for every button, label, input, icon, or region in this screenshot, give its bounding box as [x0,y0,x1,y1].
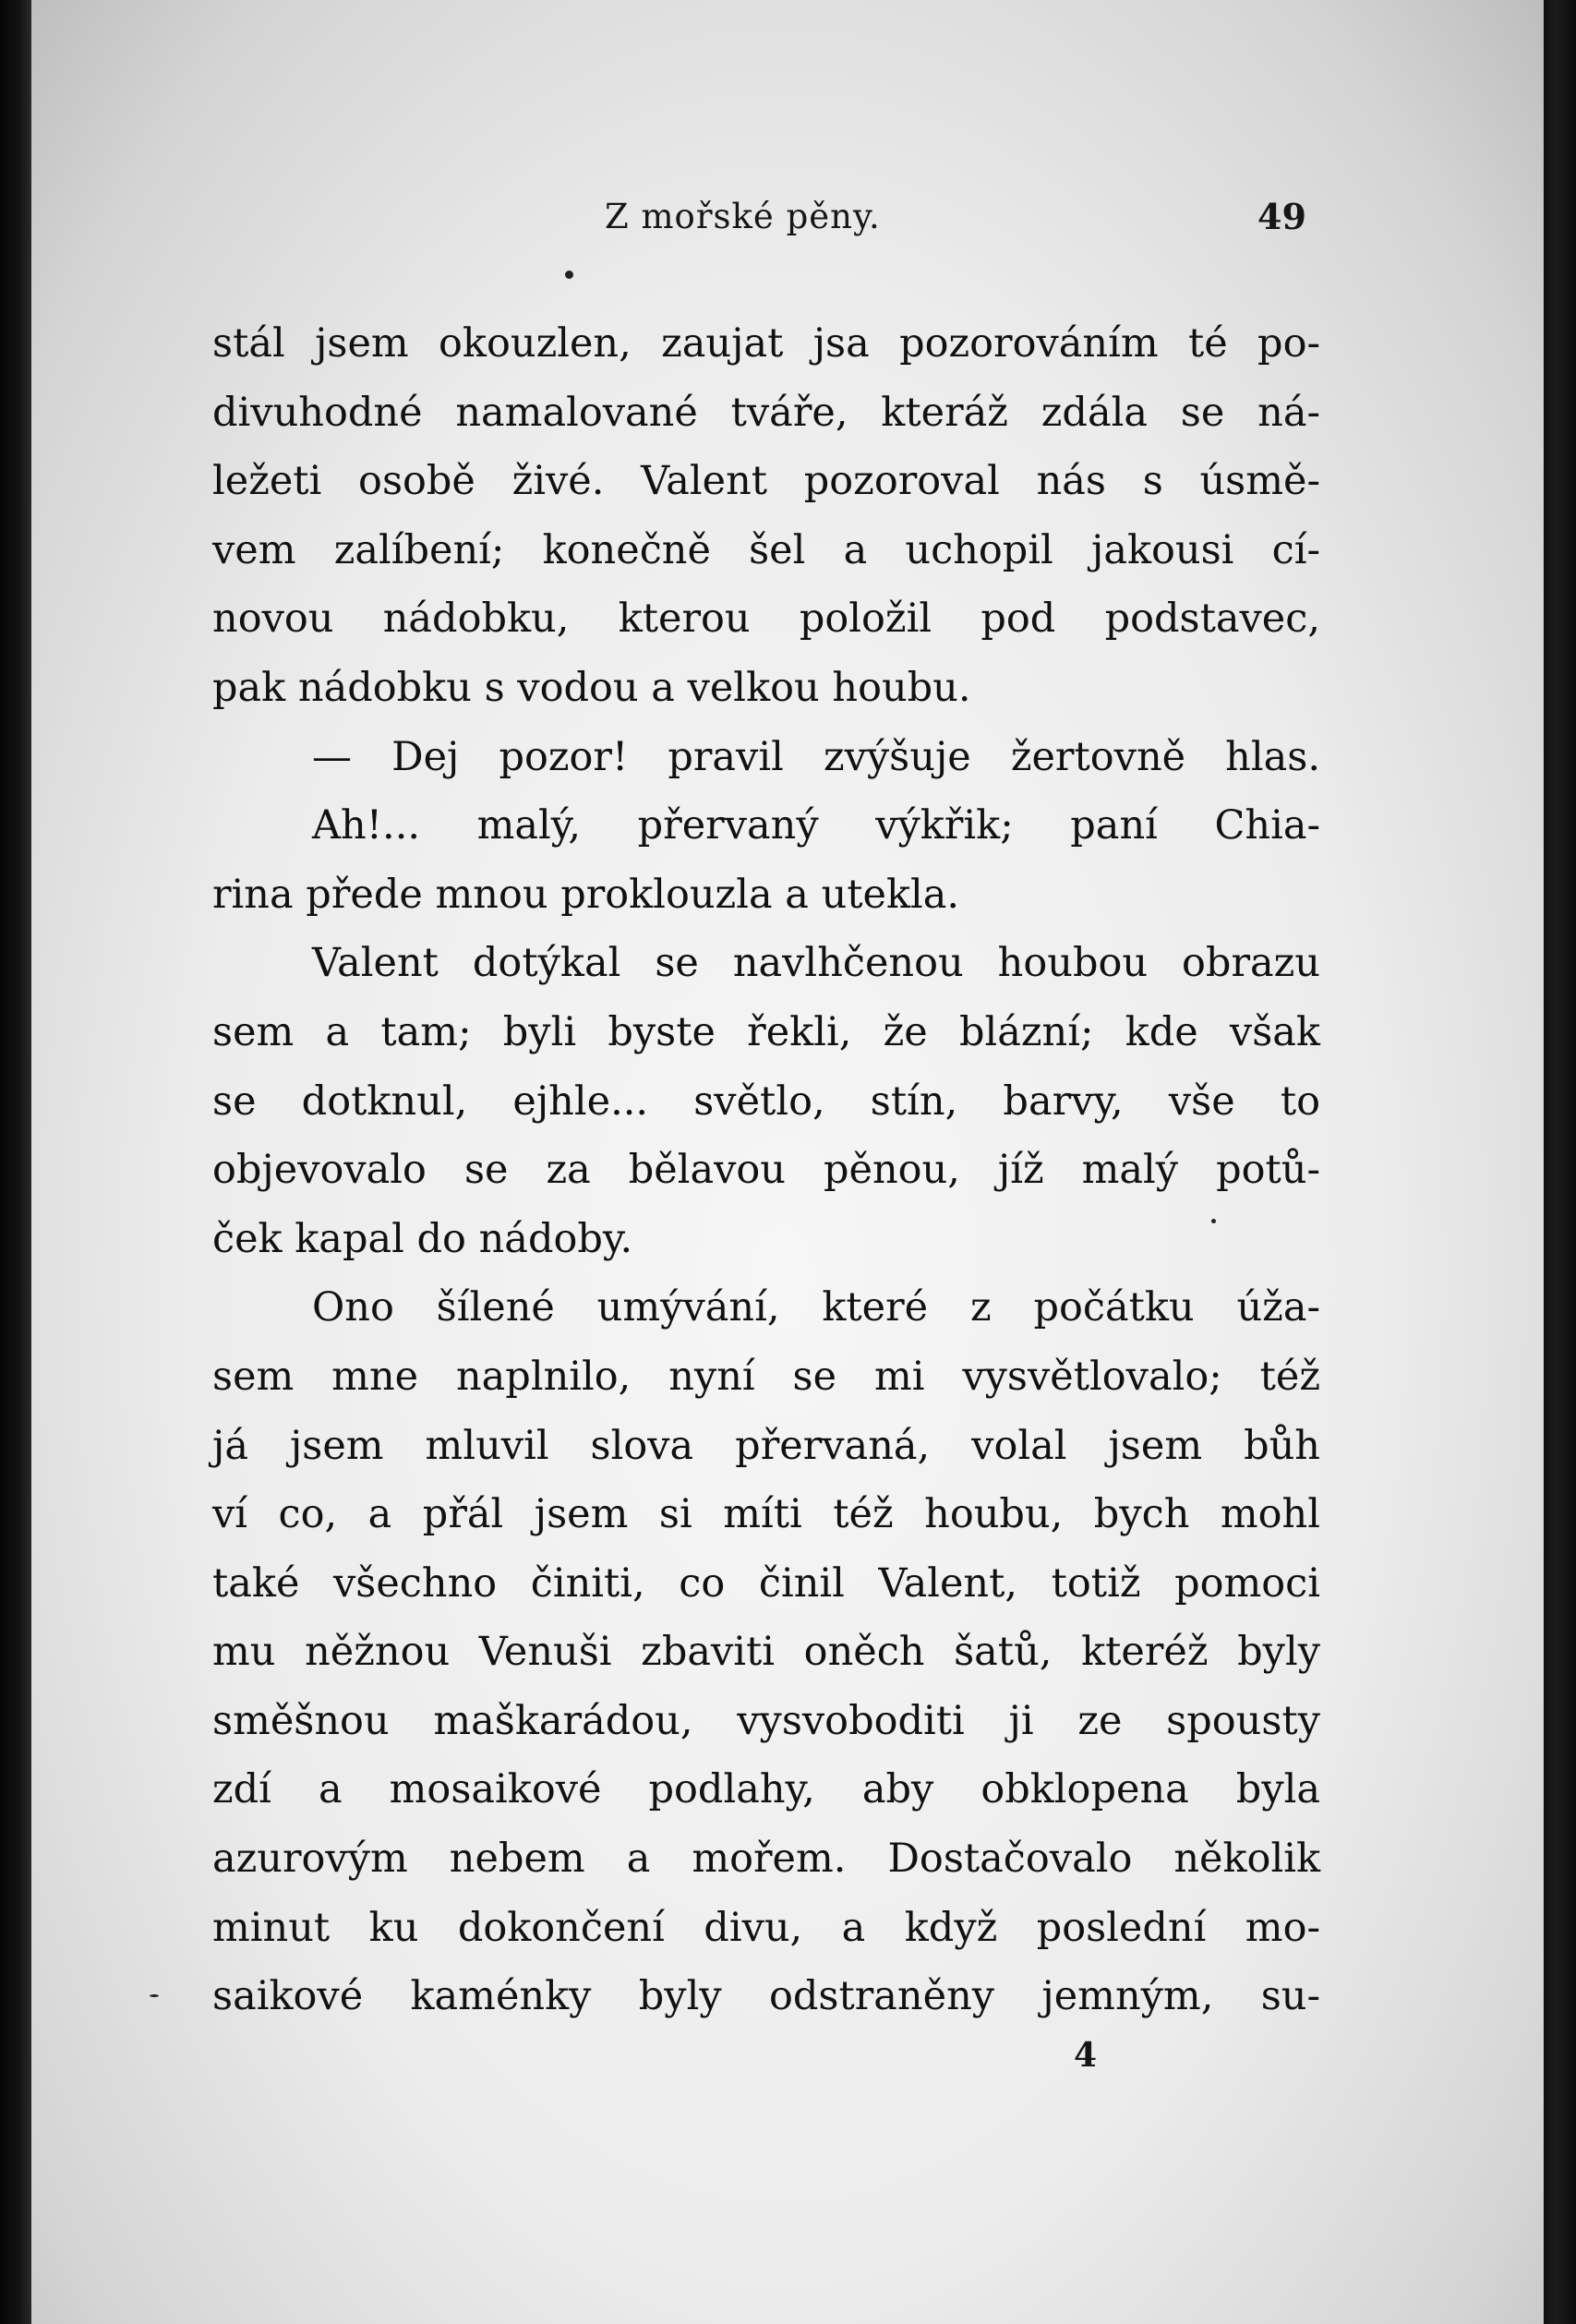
signature-mark: 4 [1074,2036,1098,2075]
text-line: pak nádobku s vodou a velkou houbu. [212,664,971,711]
text-line: saikové kaménky byly odstraněny jemným, su- [212,1973,1320,2020]
page-header [0,189,1576,245]
page-number: 49 [1257,196,1306,237]
text-line: objevovalo se za bělavou pěnou, jíž malý potů- [212,1147,1320,1194]
text-line: Ono šílené umývání, které z počátku úža- [312,1284,1320,1331]
running-title: Z mořské pěny. [605,197,881,236]
text-line: já jsem mluvil slova přervaná, volal jsem bůh [212,1422,1320,1469]
text-line: stál jsem okouzlen, zaujat jsa pozorováním té po- [212,320,1320,367]
text-line: minut ku dokončení divu, a když poslední mo- [212,1904,1320,1951]
text-line: se dotknul, ejhle... světlo, stín, barvy, vše to [212,1078,1320,1125]
text-line: ví co, a přál jsem si míti též houbu, bych mohl [212,1491,1320,1538]
text-line: také všechno činiti, co činil Valent, totiž pomoci [212,1559,1320,1607]
text-line: vem zalíbení; konečně šel a uchopil jakousi cí- [212,526,1320,573]
text-line: mu něžnou Venuši zbaviti oněch šatů, kteréž byly [212,1629,1320,1676]
text-line: směšnou maškarádou, vysvoboditi ji ze spousty [212,1697,1320,1744]
ink-speck [150,1994,159,1997]
text-line: sem mne naplnilo, nyní se mi vysvětlovalo; též [212,1353,1320,1400]
text-line: Valent dotýkal se navlhčenou houbou obrazu [312,940,1320,987]
page-gutter-shadow [0,0,31,2324]
body-text [212,309,1320,2031]
text-line: azurovým nebem a mořem. Dostačovalo několik [212,1836,1320,1883]
text-line: zdí a mosaikové podlahy, aby obklopena byla [212,1766,1320,1813]
text-line: ležeti osobě živé. Valent pozoroval nás s úsmě- [212,458,1320,505]
text-line: sem a tam; byli byste řekli, že blázní; kde však [212,1008,1320,1055]
text-line: — Dej pozor! pravil zvýšuje žertovně hlas. [312,733,1320,780]
text-line: Ah!... malý, přervaný výkřik; paní Chia- [312,802,1320,849]
text-line: ček kapal do nádoby. [212,1215,633,1262]
page-edge-shadow [1543,0,1576,2324]
ink-speck [565,271,573,279]
text-line: rina přede mnou proklouzla a utekla. [212,871,960,918]
text-line: divuhodné namalované tváře, kteráž zdála se ná- [212,389,1320,436]
text-line: novou nádobku, kterou položil pod podstavec, [212,596,1320,643]
